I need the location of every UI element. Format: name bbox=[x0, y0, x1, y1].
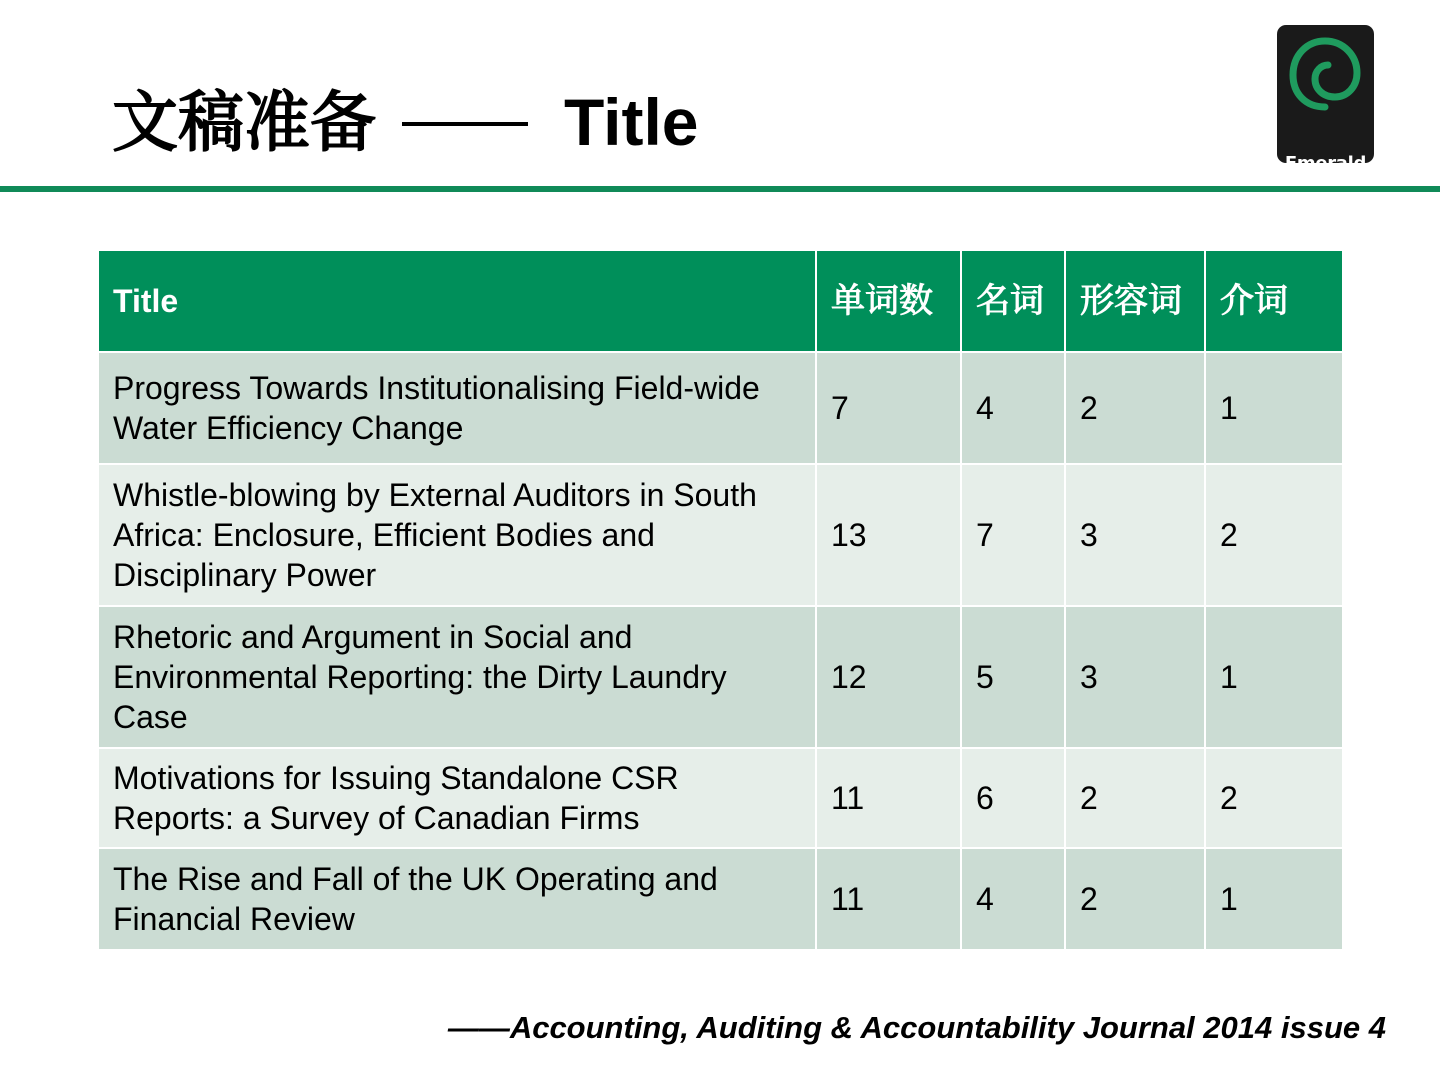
emerald-swirl-icon bbox=[1287, 35, 1364, 125]
header-adjectives: 形容词 bbox=[1065, 250, 1205, 352]
cell-adjectives: 3 bbox=[1065, 606, 1205, 748]
table-row bbox=[98, 748, 1343, 848]
cell-prepositions: 2 bbox=[1205, 748, 1343, 848]
cell-title: Whistle-blowing by External Auditors in South Africa: Enclosure, Efficient Bodies and Disciplinary Power bbox=[98, 464, 816, 606]
table-row bbox=[98, 606, 1343, 748]
cell-prepositions: 1 bbox=[1205, 352, 1343, 464]
cell-words: 7 bbox=[816, 352, 961, 464]
header-word-count: 单词数 bbox=[816, 250, 961, 352]
page-title-cn: 文稿准备 bbox=[112, 84, 376, 161]
cell-nouns: 4 bbox=[961, 352, 1065, 464]
cell-adjectives: 2 bbox=[1065, 748, 1205, 848]
cell-nouns: 7 bbox=[961, 464, 1065, 606]
cell-prepositions: 2 bbox=[1205, 464, 1343, 606]
logo-text: Emerald bbox=[1284, 153, 1367, 174]
header-nouns: 名词 bbox=[961, 250, 1065, 352]
cell-adjectives: 2 bbox=[1065, 352, 1205, 464]
cell-nouns: 5 bbox=[961, 606, 1065, 748]
header-divider bbox=[0, 186, 1440, 192]
word-count-table bbox=[97, 249, 1344, 951]
cell-adjectives: 2 bbox=[1065, 848, 1205, 950]
cell-prepositions: 1 bbox=[1205, 606, 1343, 748]
cell-adjectives: 3 bbox=[1065, 464, 1205, 606]
cell-nouns: 6 bbox=[961, 748, 1065, 848]
table-row bbox=[98, 848, 1343, 950]
cell-words: 11 bbox=[816, 748, 961, 848]
cell-prepositions: 1 bbox=[1205, 848, 1343, 950]
cell-nouns: 4 bbox=[961, 848, 1065, 950]
cell-title: Motivations for Issuing Standalone CSR Reports: a Survey of Canadian Firms bbox=[98, 748, 816, 848]
table-header-row bbox=[98, 250, 1343, 352]
cell-title: The Rise and Fall of the UK Operating and Financial Review bbox=[98, 848, 816, 950]
cell-title: Rhetoric and Argument in Social and Environmental Reporting: the Dirty Laundry Case bbox=[98, 606, 816, 748]
emerald-logo bbox=[1277, 25, 1374, 174]
cell-words: 12 bbox=[816, 606, 961, 748]
table-row bbox=[98, 352, 1343, 464]
header-title: Title bbox=[98, 250, 816, 352]
cell-words: 11 bbox=[816, 848, 961, 950]
page-title-en: Title bbox=[564, 85, 699, 159]
page-title bbox=[112, 80, 698, 165]
cell-words: 13 bbox=[816, 464, 961, 606]
source-citation: ——Accounting, Auditing & Accountability Journal 2014 issue 4 bbox=[447, 1010, 1386, 1045]
header-prepositions: 介词 bbox=[1205, 250, 1343, 352]
title-dash bbox=[402, 122, 528, 126]
cell-title: Progress Towards Institutionalising Field-wide Water Efficiency Change bbox=[98, 352, 816, 464]
table-row bbox=[98, 464, 1343, 606]
